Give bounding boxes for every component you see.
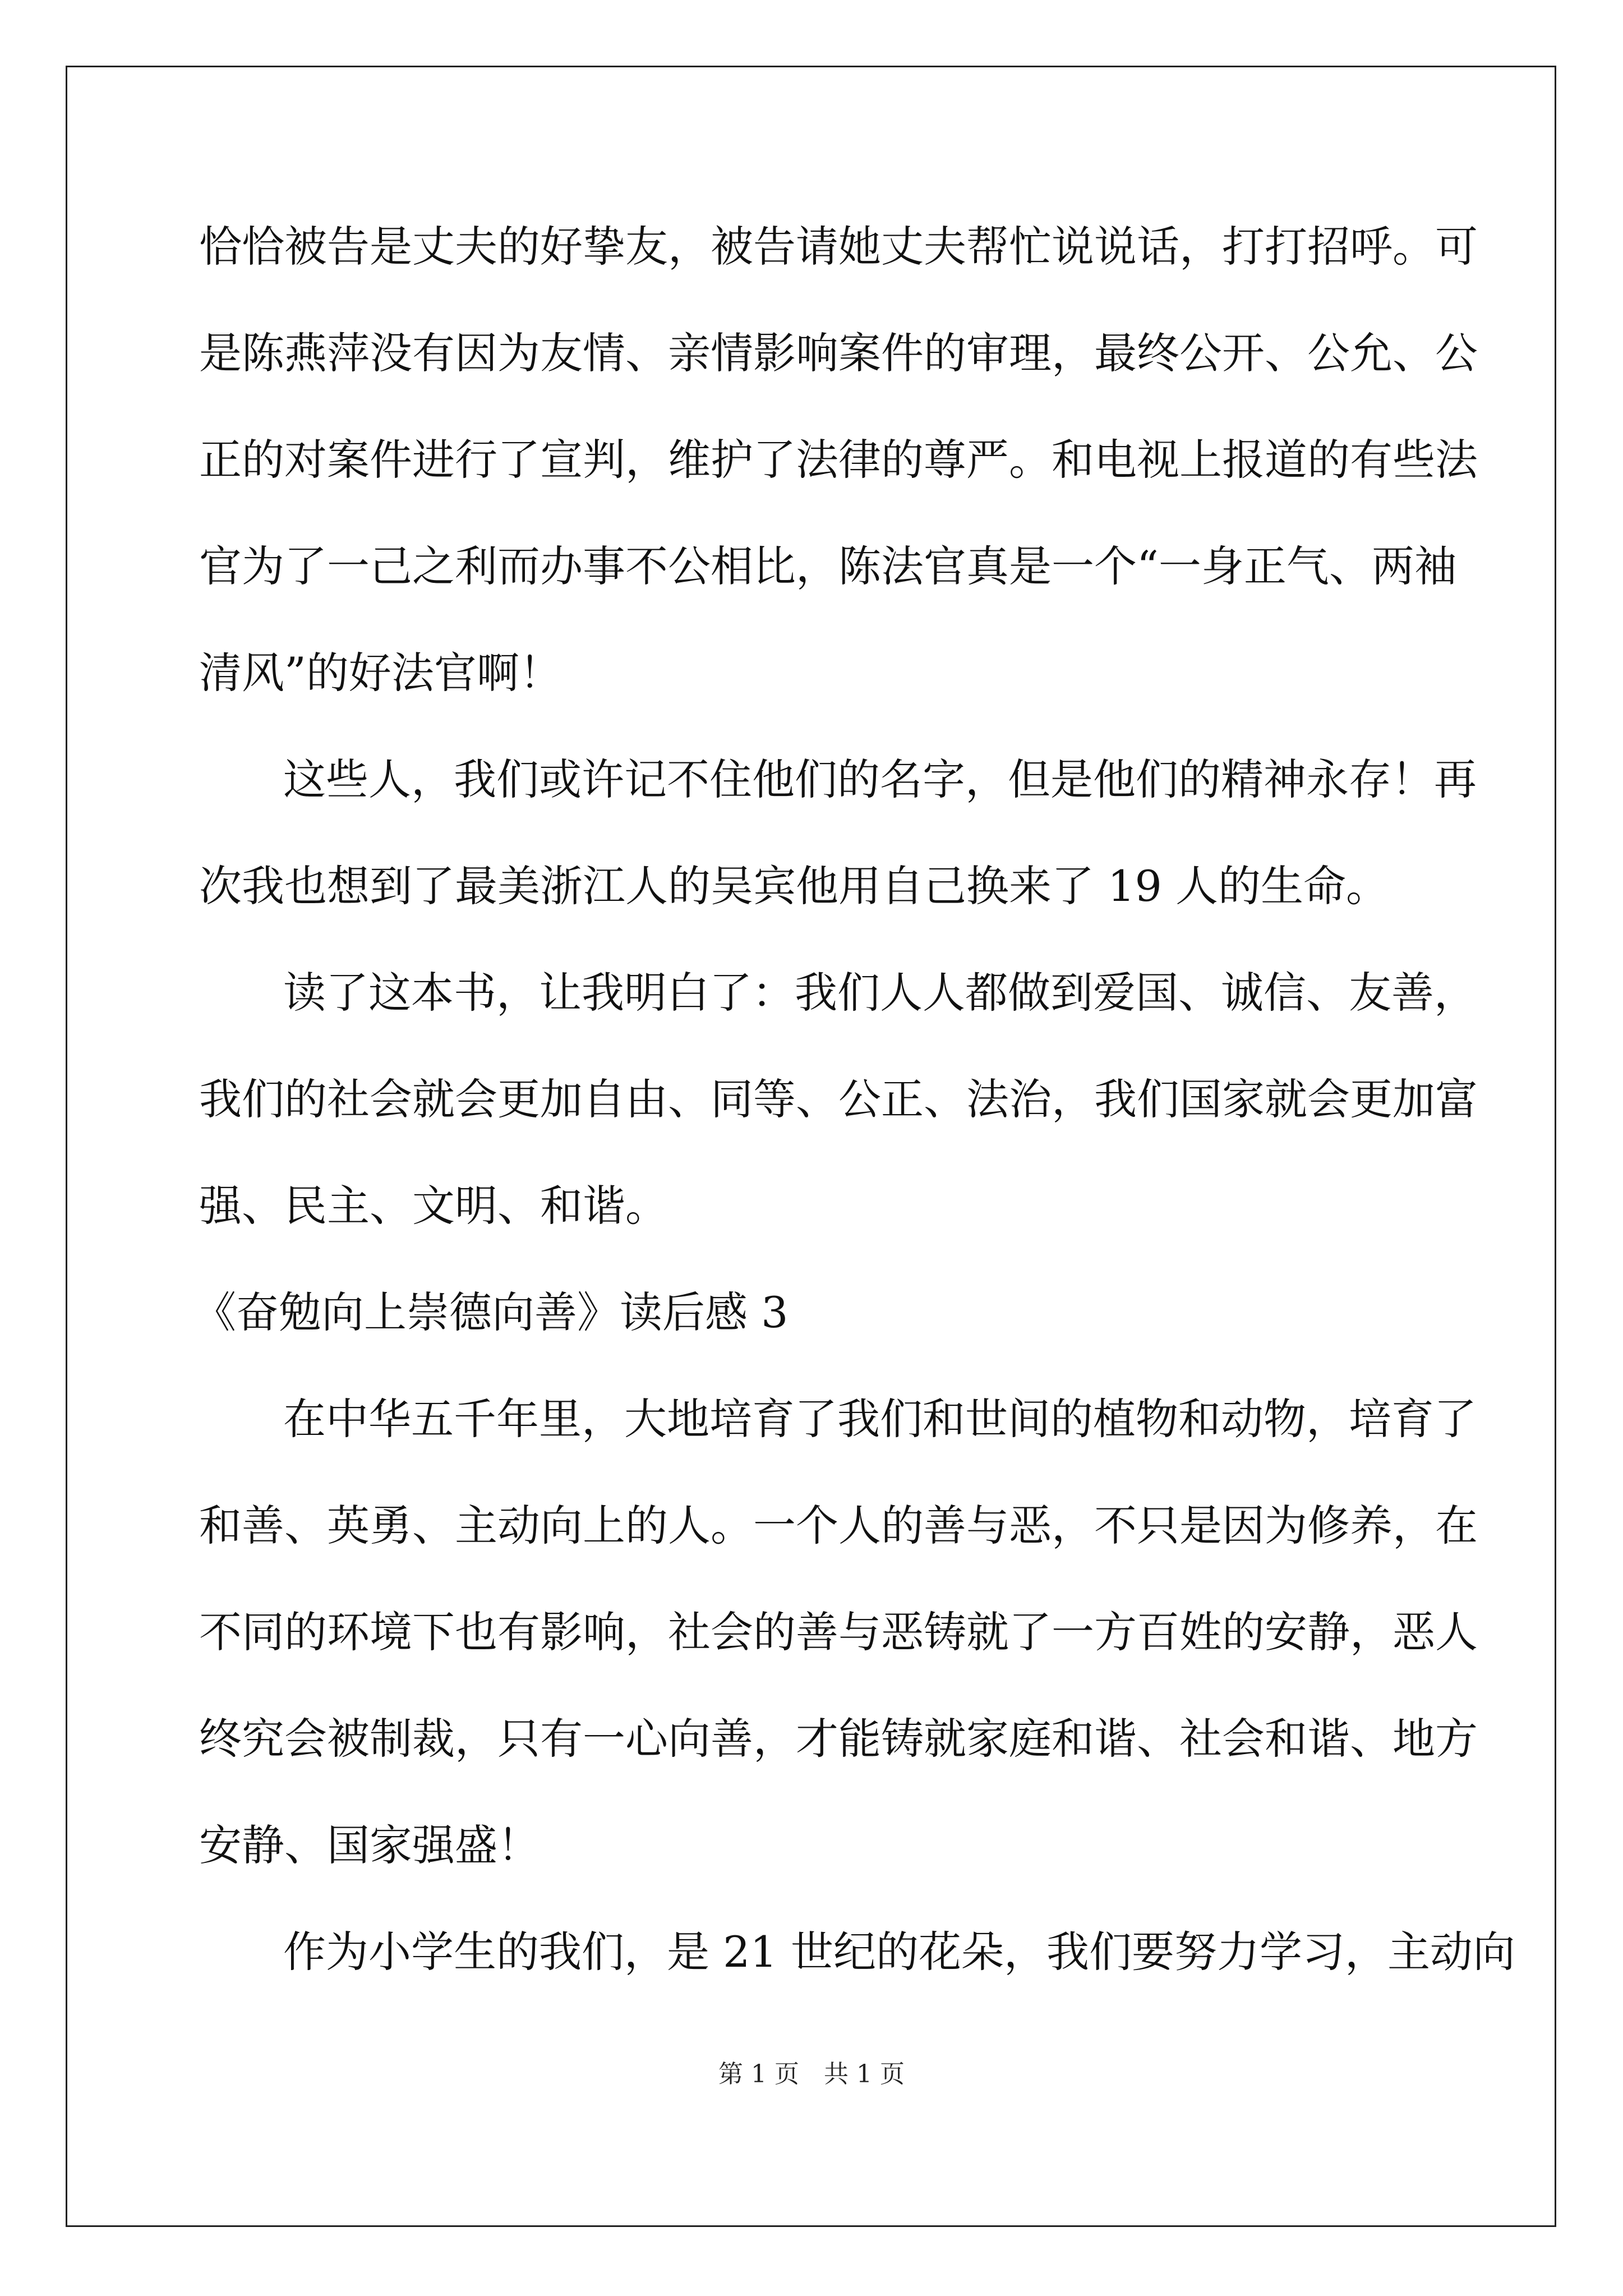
paragraph-first-line: 作为小学生的我们，是 21 世纪的花朵，我们要努力学习，主动向: [283, 1927, 1516, 1977]
body-text-line: 安静、国家强盛！: [199, 1820, 540, 1870]
body-text-line: 次我也想到了最美浙江人的吴宾他用自己换来了 19 人的生命。: [199, 861, 1389, 911]
paragraph-first-line: 在中华五千年里，大地培育了我们和世间的植物和动物，培育了: [283, 1394, 1477, 1444]
body-text-line: 清风”的好法官啊！: [199, 648, 562, 698]
body-text-line: 不同的环境下也有影响，社会的善与恶铸就了一方百姓的安静，恶人: [199, 1607, 1478, 1657]
paragraph-first-line: 读了这本书，让我明白了：我们人人都做到爱国、诚信、友善，: [283, 968, 1477, 1018]
body-text-line: 正的对案件进行了宣判，维护了法律的尊严。和电视上报道的有些法: [199, 435, 1478, 485]
body-text-line: 我们的社会就会更加自由、同等、公正、法治，我们国家就会更加富: [199, 1074, 1478, 1124]
section-heading: 《奋勉向上崇德向善》读后感 3: [193, 1287, 789, 1337]
paragraph-first-line: 这些人，我们或许记不住他们的名字，但是他们的精神永存！再: [283, 754, 1477, 804]
body-text-line: 和善、英勇、主动向上的人。一个人的善与恶，不只是因为修养，在: [199, 1501, 1478, 1550]
page-number-footer: 第 1 页 共 1 页: [718, 2060, 905, 2088]
body-text-line: 终究会被制裁，只有一心向善，才能铸就家庭和谐、社会和谐、地方: [199, 1714, 1478, 1764]
body-text-line: 官为了一己之利而办事不公相比，陈法官真是一个“一身正气、两袖: [199, 541, 1457, 591]
body-text-line: 强、民主、文明、和谐。: [199, 1181, 668, 1231]
body-text-line: 是陈燕萍没有因为友情、亲情影响案件的审理，最终公开、公允、公: [199, 328, 1478, 378]
body-text-line: 恰恰被告是丈夫的好挚友，被告请她丈夫帮忙说说话，打打招呼。可: [199, 222, 1478, 272]
page-border: [66, 66, 1556, 2227]
